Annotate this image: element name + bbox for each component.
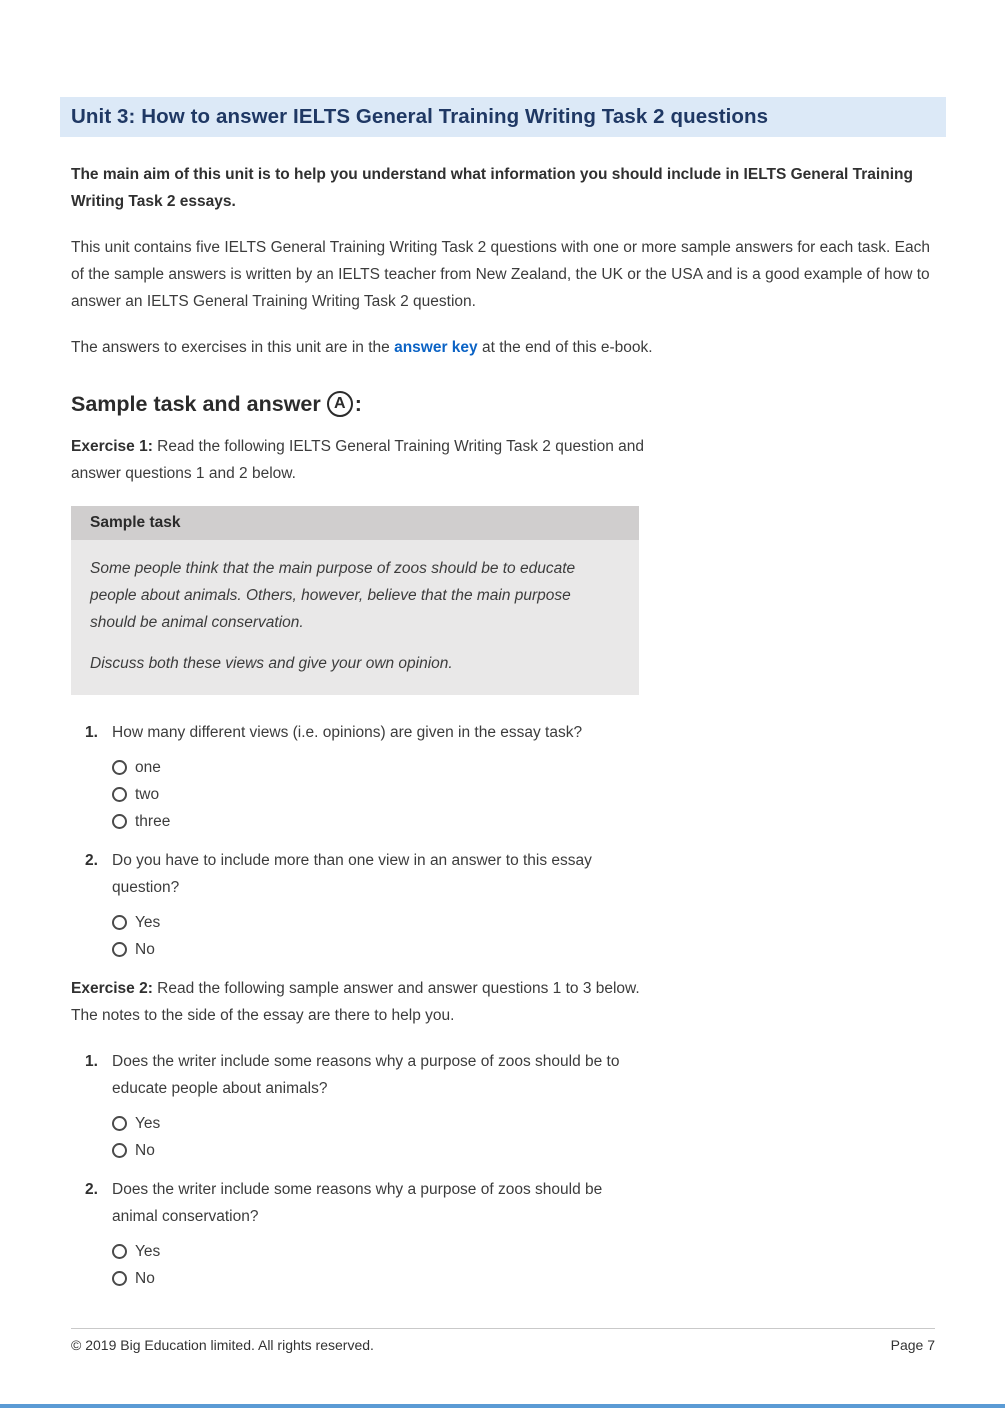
section-heading-text: Sample task and answer bbox=[71, 391, 321, 416]
sample-task-body bbox=[71, 540, 639, 695]
radio-option-yes[interactable] bbox=[112, 909, 935, 936]
radio-button-icon[interactable] bbox=[112, 1271, 127, 1286]
page-number: Page 7 bbox=[890, 1337, 935, 1353]
option-label: No bbox=[135, 1269, 155, 1287]
radio-option-no[interactable] bbox=[112, 1137, 935, 1164]
question-number: 1. bbox=[85, 1053, 98, 1070]
question-number: 2. bbox=[85, 852, 98, 869]
question-text: How many different views (i.e. opinions) are given in the essay task? bbox=[112, 724, 583, 741]
exercise2-label: Exercise 2: bbox=[71, 980, 153, 997]
answer-key-paragraph bbox=[71, 334, 935, 361]
section-heading bbox=[71, 391, 935, 417]
exercise1-question-2-options bbox=[112, 909, 935, 963]
sample-task-header: Sample task bbox=[71, 506, 639, 540]
exercise2-question-1 bbox=[85, 1048, 645, 1102]
radio-button-icon[interactable] bbox=[112, 787, 127, 802]
exercise2-question-1-options bbox=[112, 1110, 935, 1164]
radio-button-icon[interactable] bbox=[112, 1143, 127, 1158]
exercise1-question-1 bbox=[85, 719, 645, 746]
exercise1-label: Exercise 1: bbox=[71, 438, 153, 455]
question-number: 2. bbox=[85, 1181, 98, 1198]
option-label: three bbox=[135, 812, 171, 830]
exercise1-intro-text: Read the following IELTS General Training Writing Task 2 question and answer questions 1 and 2 below. bbox=[71, 438, 644, 482]
exercise2-question-2-options bbox=[112, 1238, 935, 1292]
question-text: Do you have to include more than one view in an answer to this essay question? bbox=[112, 852, 592, 896]
exercise1-question-1-options bbox=[112, 754, 935, 835]
option-label: one bbox=[135, 758, 161, 776]
radio-button-icon[interactable] bbox=[112, 942, 127, 957]
radio-option-yes[interactable] bbox=[112, 1110, 935, 1137]
option-label: two bbox=[135, 785, 160, 803]
sample-task-paragraph-1: Some people think that the main purpose of zoos should be to educate people about animals. Others, however, believe that the main purpose should be animal conservation. bbox=[90, 560, 576, 631]
copyright-text: © 2019 Big Education limited. All rights reserved. bbox=[71, 1337, 374, 1353]
option-label: Yes bbox=[135, 1114, 161, 1132]
question-text: Does the writer include some reasons why a purpose of zoos should be animal conservation? bbox=[112, 1181, 603, 1225]
exercise2-question-2 bbox=[85, 1176, 645, 1230]
radio-button-icon[interactable] bbox=[112, 915, 127, 930]
exercise2-intro-text: Read the following sample answer and answer questions 1 to 3 below. The notes to the side of the essay are there to help you. bbox=[71, 980, 640, 1024]
unit-aim-paragraph: The main aim of this unit is to help you understand what information you should include in IELTS General Training Writing Task 2 essays. bbox=[71, 166, 913, 210]
option-label: Yes bbox=[135, 1242, 161, 1260]
unit-description-paragraph: This unit contains five IELTS General Training Writing Task 2 questions with one or more sample answers for each task. Each of the sample answers is written by an IELTS teacher from New Zealand, the UK or the USA and is a good example of how to answer an IELTS General Training Writing Task 2 question. bbox=[71, 239, 930, 310]
radio-option-three[interactable] bbox=[112, 808, 935, 835]
radio-option-yes[interactable] bbox=[112, 1238, 935, 1265]
question-text: Does the writer include some reasons why a purpose of zoos should be to educate people about animals? bbox=[112, 1053, 620, 1097]
radio-option-no[interactable] bbox=[112, 1265, 935, 1292]
page-footer bbox=[71, 1328, 935, 1353]
radio-button-icon[interactable] bbox=[112, 1244, 127, 1259]
option-label: No bbox=[135, 1141, 155, 1159]
exercise1-question-2 bbox=[85, 847, 645, 901]
question-number: 1. bbox=[85, 724, 98, 741]
sample-task-paragraph-2: Discuss both these views and give your own opinion. bbox=[90, 655, 453, 672]
option-label: No bbox=[135, 940, 155, 958]
answer-key-link[interactable]: answer key bbox=[394, 339, 478, 356]
answer-key-text-pre: The answers to exercises in this unit are in the bbox=[71, 339, 395, 356]
unit-title: Unit 3: How to answer IELTS General Training Writing Task 2 questions bbox=[71, 105, 769, 128]
radio-button-icon[interactable] bbox=[112, 814, 127, 829]
exercise1-intro bbox=[71, 433, 646, 487]
circled-a-icon: A bbox=[327, 391, 353, 417]
option-label: Yes bbox=[135, 913, 161, 931]
radio-option-two[interactable] bbox=[112, 781, 935, 808]
answer-key-text-post: at the end of this e-book. bbox=[477, 339, 653, 356]
section-heading-colon: : bbox=[354, 391, 362, 416]
radio-option-one[interactable] bbox=[112, 754, 935, 781]
radio-option-no[interactable] bbox=[112, 936, 935, 963]
bottom-accent-bar bbox=[0, 1404, 1005, 1408]
unit-title-band bbox=[60, 97, 946, 137]
radio-button-icon[interactable] bbox=[112, 1116, 127, 1131]
radio-button-icon[interactable] bbox=[112, 760, 127, 775]
exercise2-intro bbox=[71, 975, 646, 1029]
sample-task-box bbox=[71, 506, 639, 695]
